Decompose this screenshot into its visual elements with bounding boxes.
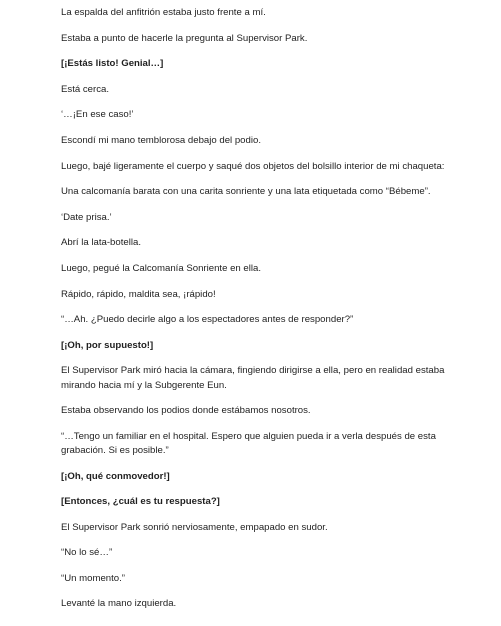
paragraph: Abrí la lata-botella. (61, 237, 141, 249)
bold-dialogue-paragraph: [¡Oh, qué conmovedor!] (61, 470, 170, 482)
paragraph: Escondí mi mano temblorosa debajo del podio. (61, 134, 261, 146)
paragraph: Estaba observando los podios donde estábamos nosotros. (61, 405, 311, 417)
paragraph: “Un momento.” (61, 572, 125, 584)
paragraph: Rápido, rápido, maldita sea, ¡rápido! (61, 288, 216, 300)
paragraph: “…Tengo un familiar en el hospital. Espero que alguien pueda ir a verla después de esta grabación. Si es posible.” (61, 430, 436, 456)
paragraph: Está cerca. (61, 83, 109, 95)
bold-dialogue-paragraph: [¡Oh, por supuesto!] (61, 339, 154, 351)
paragraph: Una calcomanía barata con una carita sonriente y una lata etiquetada como “Bébeme”. (61, 186, 431, 198)
paragraph: “…Ah. ¿Puedo decirle algo a los espectadores antes de responder?” (61, 314, 354, 326)
paragraph: ‘…¡En ese caso!’ (61, 109, 134, 121)
paragraph: Luego, pegué la Calcomanía Sonriente en ella. (61, 262, 262, 274)
bold-dialogue-paragraph: [¡Estás listo! Genial…] (61, 58, 164, 70)
document-body (61, 6, 481, 623)
paragraph: “No lo sé…” (61, 547, 113, 559)
paragraph: Estaba a punto de hacerle la pregunta al Supervisor Park. (61, 32, 308, 44)
paragraph: Levanté la mano izquierda. (61, 598, 177, 610)
paragraph: ‘Date prisa.’ (61, 211, 112, 223)
paragraph: El Supervisor Park sonrió nerviosamente, empapado en sudor. (61, 521, 328, 533)
paragraph: Luego, bajé ligeramente el cuerpo y saqué dos objetos del bolsillo interior de mi chaqueta: (61, 160, 445, 172)
paragraph: La espalda del anfitrión estaba justo frente a mí. (61, 7, 266, 18)
paragraph: El Supervisor Park miró hacia la cámara, fingiendo dirigirse a ella, pero en realidad estaba mirando hacia mí y la Subgerente Eun. (61, 365, 445, 391)
bold-dialogue-paragraph: [Entonces, ¿cuál es tu respuesta?] (61, 496, 220, 508)
